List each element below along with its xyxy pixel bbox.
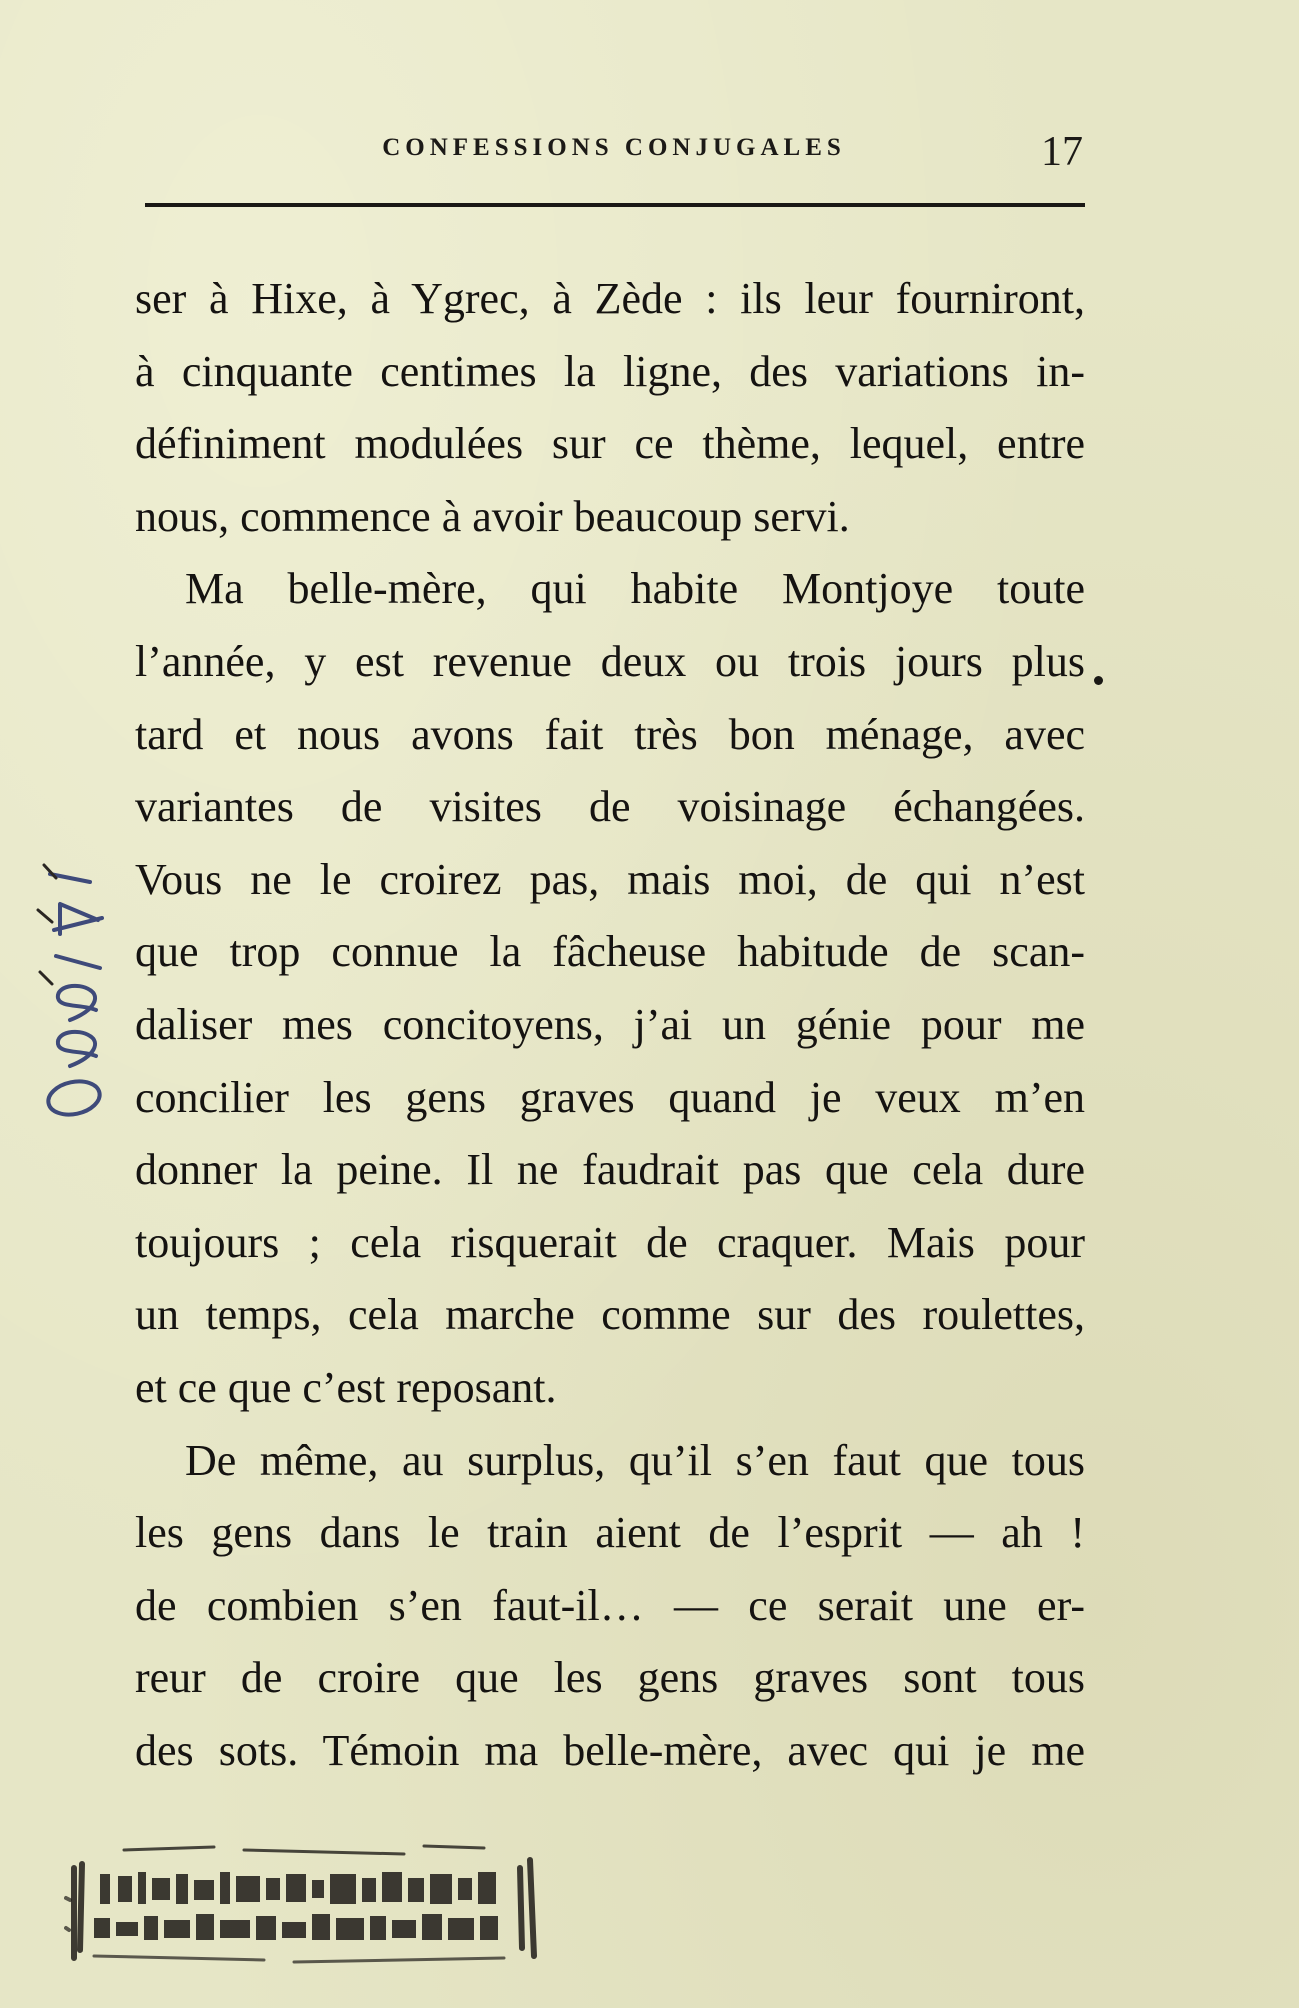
header-rule <box>145 203 1085 207</box>
text-line: variantes de visites de voisinage échangées. <box>135 782 1085 832</box>
text-line: Vous ne le croirez pas, mais moi, de qui n’est <box>135 854 1085 904</box>
text-line: ser à Hixe, à Ygrec, à Zède : ils leur fourniront, <box>135 274 1085 323</box>
text-line: daliser mes concitoyens, j’ai un génie pour me <box>135 999 1085 1049</box>
page-number: 17 <box>1041 129 1083 175</box>
running-title: CONFESSIONS CONJUGALES <box>382 134 846 161</box>
stray-ink-dot <box>1094 676 1103 685</box>
handwritten-accession-number <box>30 860 120 1140</box>
text-line: toujours ; cela risquerait de craquer. Mais pour <box>135 1217 1085 1267</box>
text-line: De même, au surplus, qu’il s’en faut que tous <box>185 1435 1085 1485</box>
text-line: que trop connue la fâcheuse habitude de scan- <box>135 927 1085 977</box>
running-head <box>145 128 1085 178</box>
text-line: concilier les gens graves quand je veux m’en <box>135 1072 1085 1122</box>
text-line: de combien s’en faut-il… — ce serait une er- <box>135 1580 1085 1630</box>
text-line: des sots. Témoin ma belle-mère, avec qui je me <box>135 1725 1085 1775</box>
text-line: donner la peine. Il ne faudrait pas que cela dure <box>135 1145 1085 1195</box>
text-line: définiment modulées sur ce thème, lequel, entre <box>135 419 1085 469</box>
text-line: reur de croire que les gens graves sont tous <box>135 1653 1085 1703</box>
text-line: Ma belle-mère, qui habite Montjoye toute <box>185 564 1085 614</box>
body-text <box>135 263 1085 1787</box>
library-stamp <box>64 1838 548 1970</box>
text-line: un temps, cela marche comme sur des roulettes, <box>135 1290 1085 1340</box>
text-line: à cinquante centimes la ligne, des variations in- <box>135 346 1085 396</box>
text-line: tard et nous avons fait très bon ménage, avec <box>135 709 1085 759</box>
text-line: et ce que c’est reposant. <box>135 1362 557 1412</box>
text-line: l’année, y est revenue deux ou trois jours plus <box>135 636 1085 686</box>
text-line: les gens dans le train aient de l’esprit — ah ! <box>135 1508 1085 1558</box>
text-line: nous, commence à avoir beaucoup servi. <box>135 491 850 541</box>
